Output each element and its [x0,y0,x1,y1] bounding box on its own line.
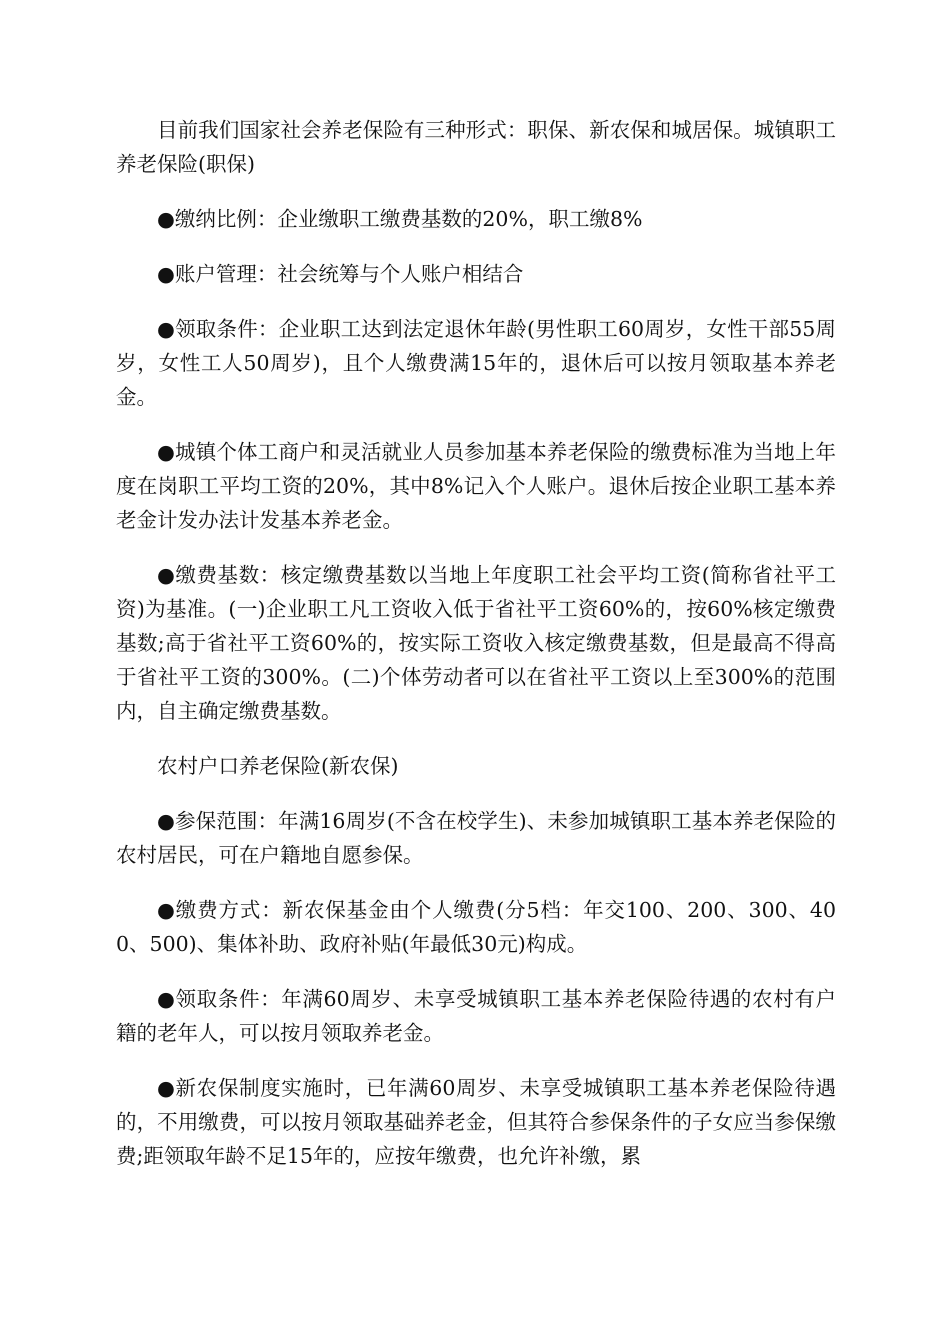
paragraph-contribution-base: ●缴费基数：核定缴费基数以当地上年度职工社会平均工资(简称省社平工资)为基准。(一)企业职工凡工资收入低于省社平工资60%的，按60%核定缴费基数;高于省社平工资60%的，按实际工资收入核定缴费基数，但是最高不得高于省社平工资的300%。(二)个体劳动者可以在省社平工资以上至300%的范围内，自主确定缴费基数。 [116,563,836,723]
paragraph-rural-eligibility: ●领取条件：年满60周岁、未享受城镇职工基本养老保险待遇的农村有户籍的老年人，可以按月领取养老金。 [116,987,836,1045]
paragraph-self-employed: ●城镇个体工商户和灵活就业人员参加基本养老保险的缴费标准为当地上年度在岗职工平均工资的20%，其中8%记入个人账户。退休后按企业职工基本养老金计发办法计发基本养老金。 [116,440,836,532]
paragraph-account-management: ●账户管理：社会统筹与个人账户相结合 [157,262,524,286]
paragraph-implementation: ●新农保制度实施时，已年满60周岁、未享受城镇职工基本养老保险待遇的，不用缴费，可以按月领取基础养老金，但其符合参保条件的子女应当参保缴费;距领取年龄不足15年的，应按年缴费，也允许补缴，累 [116,1076,836,1168]
paragraph-payment-method: ●缴费方式：新农保基金由个人缴费(分5档：年交100、200、300、400、500)、集体补助、政府补贴(年最低30元)构成。 [116,898,836,956]
paragraph-contribution-ratio: ●缴纳比例：企业缴职工缴费基数的20%，职工缴8% [157,207,643,231]
document-body [116,113,836,1194]
paragraph-eligibility: ●领取条件：企业职工达到法定退休年龄(男性职工60周岁，女性干部55周岁，女性工人50周岁)，且个人缴费满15年的，退休后可以按月领取基本养老金。 [116,317,836,409]
paragraph-rural-heading: 农村户口养老保险(新农保) [157,754,399,778]
paragraph-coverage-scope: ●参保范围：年满16周岁(不含在校学生)、未参加城镇职工基本养老保险的农村居民，可在户籍地自愿参保。 [116,809,836,867]
paragraph-intro: 目前我们国家社会养老保险有三种形式：职保、新农保和城居保。城镇职工养老保险(职保) [116,118,836,176]
